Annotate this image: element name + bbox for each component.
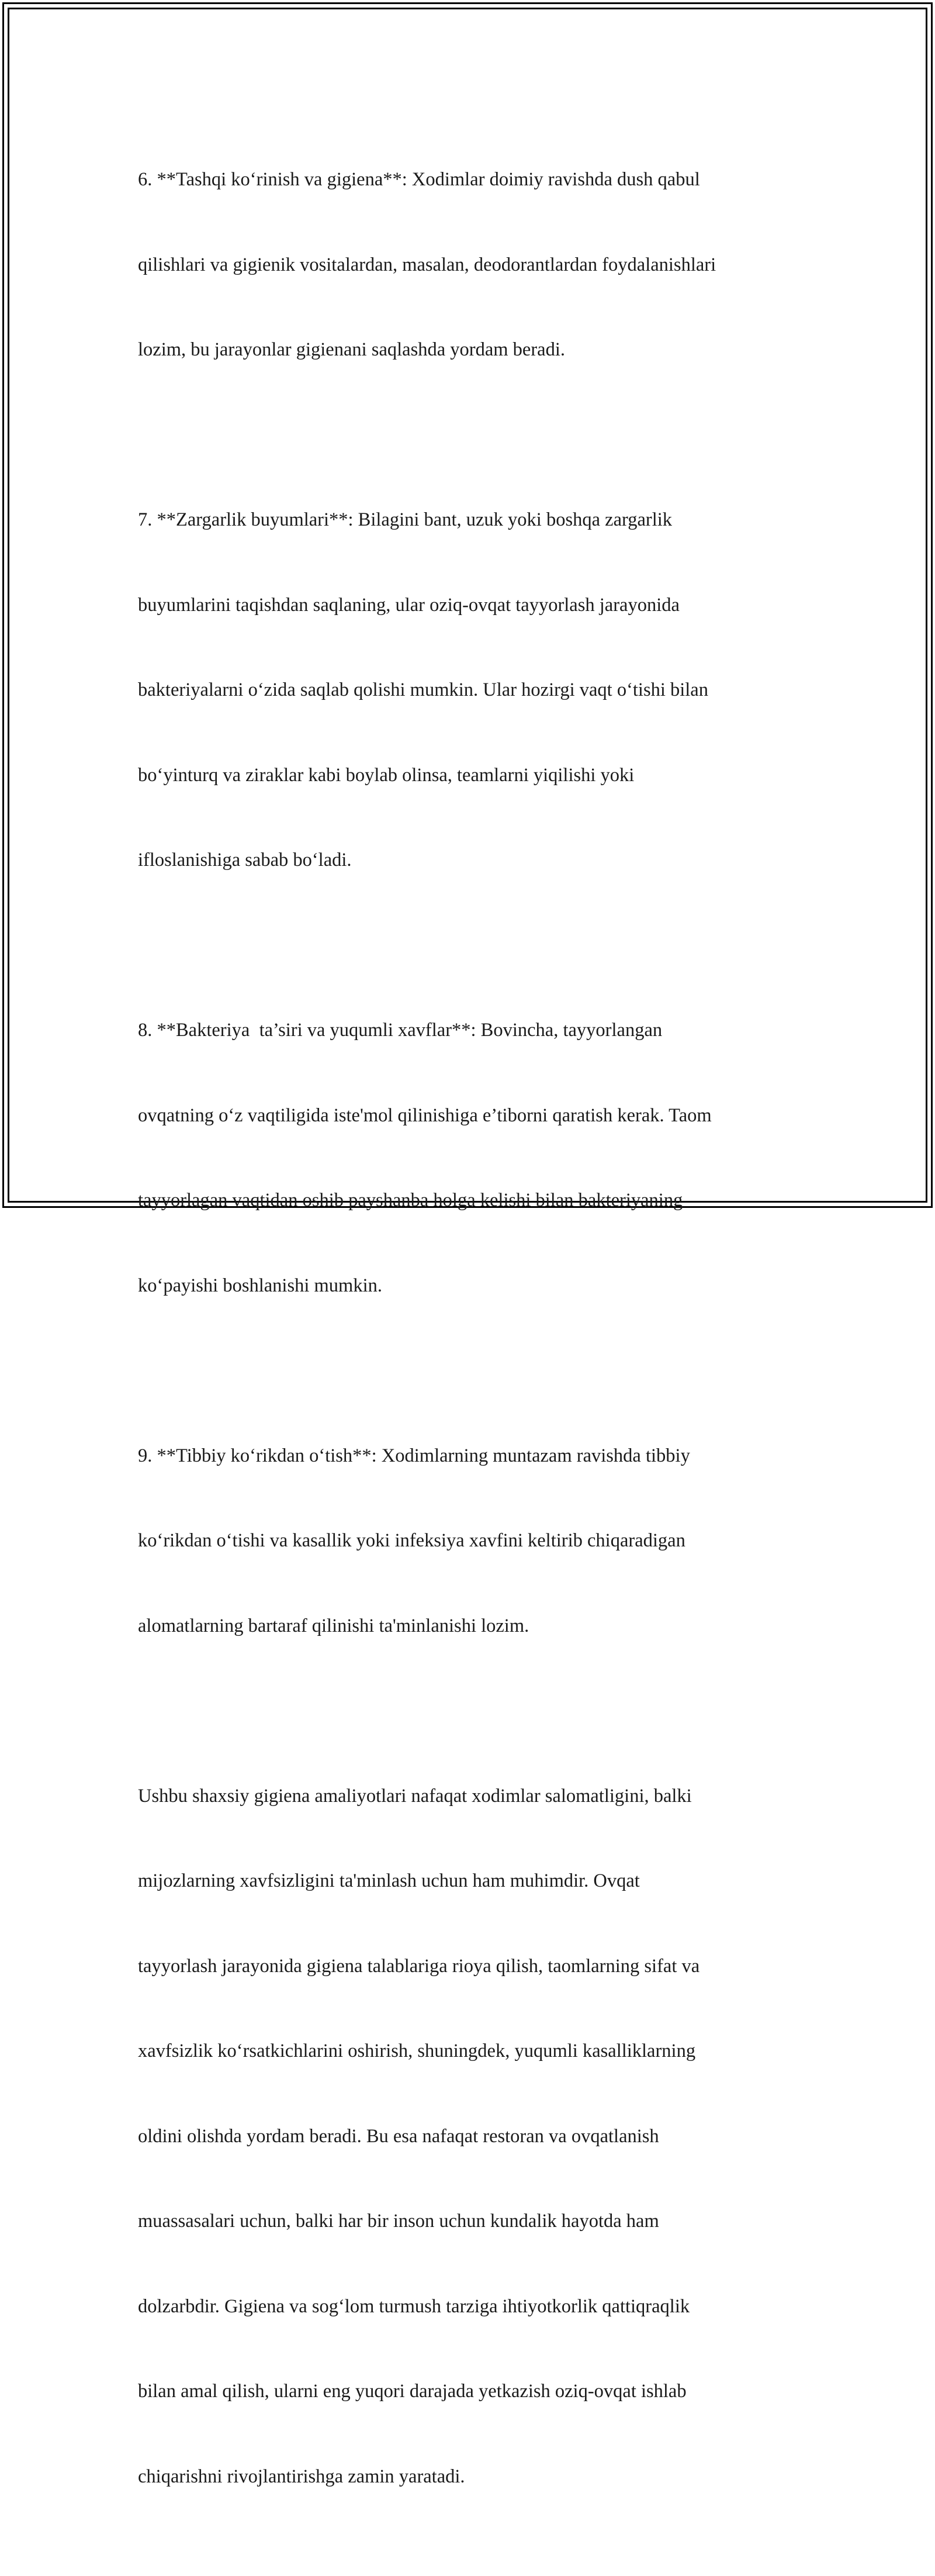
text-line: 9. **Tibbiy ko‘rikdan o‘tish**: Xodimlarning muntazam ravishda tibbiy — [138, 1445, 690, 1466]
document-body — [138, 109, 804, 2576]
text-line: oldini olishda yordam beradi. Bu esa nafaqat restoran va ovqatlanish — [138, 2125, 659, 2147]
paragraph-bacteria — [138, 959, 804, 1356]
text-line: alomatlarning bartaraf qilinishi ta'minlanishi lozim. — [138, 1615, 529, 1636]
text-line: tayyorlagan vaqtidan oshib payshanba holga kelishi bilan bakteriyaning — [138, 1190, 683, 1211]
text-line: dolzarbdir. Gigiena va sog‘lom turmush tarziga ihtiyotkorlik qattiqraqlik — [138, 2295, 690, 2317]
paragraph-hygiene — [138, 109, 804, 421]
paragraph-medical-checkup — [138, 1385, 804, 1697]
text-line: ifloslanishiga sabab bo‘ladi. — [138, 850, 352, 871]
text-line: 7. **Zargarlik buyumlari**: Bilagini bant, uzuk yoki boshqa zargarlik — [138, 509, 673, 530]
text-line: bakteriyalarni o‘zida saqlab qolishi mumkin. Ular hozirgi vaqt o‘tishi bilan — [138, 679, 708, 700]
paragraph-conclusion — [138, 1725, 804, 2548]
text-line: tayyorlash jarayonida gigiena talablariga rioya qilish, taomlarning sifat va — [138, 1955, 700, 1977]
text-line: mijozlarning xavfsizligini ta'minlash uchun ham muhimdir. Ovqat — [138, 1870, 640, 1891]
text-line: qilishlari va gigienik vositalardan, masalan, deodorantlardan foydalanishlari — [138, 254, 716, 275]
text-line: 8. **Bakteriya ta’siri va yuqumli xavflar**: Bovincha, tayyorlangan — [138, 1020, 663, 1041]
text-line: Ushbu shaxsiy gigiena amaliyotlari nafaqat xodimlar salomatligini, balki — [138, 1785, 692, 1807]
text-line: lozim, bu jarayonlar gigienani saqlashda yordam beradi. — [138, 339, 566, 360]
text-line: ko‘rikdan o‘tishi va kasallik yoki infeksiya xavfini keltirib chiqaradigan — [138, 1530, 685, 1551]
text-line: bilan amal qilish, ularni eng yuqori darajada yetkazish oziq-ovqat ishlab — [138, 2381, 687, 2402]
text-line: bo‘yinturq va ziraklar kabi boylab olinsa, teamlarni yiqilishi yoki — [138, 764, 635, 786]
paragraph-jewelry — [138, 449, 804, 931]
text-line: buyumlarini taqishdan saqlaning, ular oziq-ovqat tayyorlash jarayonida — [138, 594, 680, 616]
text-line: muassasalari uchun, balki har bir inson uchun kundalik hayotda ham — [138, 2211, 659, 2232]
text-line: xavfsizlik ko‘rsatkichlarini oshirish, shuningdek, yuqumli kasalliklarning — [138, 2040, 696, 2062]
text-line: 6. **Tashqi ko‘rinish va gigiena**: Xodimlar doimiy ravishda dush qabul — [138, 169, 700, 190]
text-line: chiqarishni rivojlantirishga zamin yaratadi. — [138, 2465, 465, 2487]
text-line: ovqatning o‘z vaqtiligida iste'mol qilinishiga e’tiborni qaratish kerak. Taom — [138, 1104, 712, 1126]
text-line: ko‘payishi boshlanishi mumkin. — [138, 1275, 382, 1296]
